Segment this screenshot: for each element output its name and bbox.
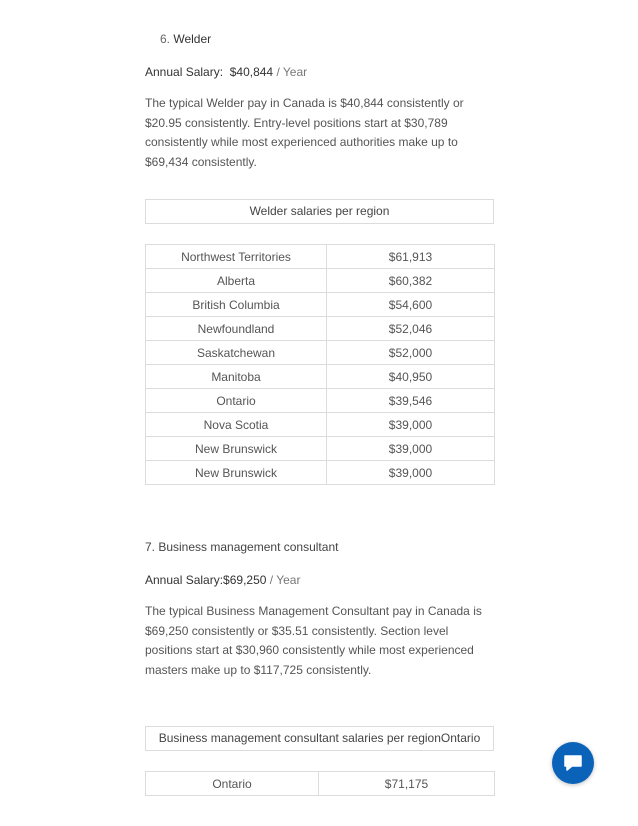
section-6-paragraph: The typical Welder pay in Canada is $40,844 consistently or $20.95 consistently. Entry-level positions start at $30,789 consistently while most experienced authorities make up to $69,434 consistently. — [145, 96, 464, 169]
section-7-paragraph: The typical Business Management Consultant pay in Canada is $69,250 consistently or $35.51 consistently. Section level positions start at $30,960 consistently while most experienced masters make up to $117,725 consistently. — [145, 604, 482, 677]
region-cell: Alberta — [146, 269, 327, 293]
table-row — [146, 245, 495, 269]
salary-cell: $54,600 — [327, 293, 495, 317]
salary-cell: $39,000 — [327, 413, 495, 437]
salary-cell: $52,000 — [327, 341, 495, 365]
section-6-number: 6. — [160, 32, 171, 46]
consultant-table-body — [146, 772, 495, 796]
region-cell: Newfoundland — [146, 317, 327, 341]
section-7-salary — [145, 572, 300, 588]
salary-cell: $40,950 — [327, 365, 495, 389]
table-row — [146, 389, 495, 413]
table-row — [146, 461, 495, 485]
table-row — [146, 341, 495, 365]
salary-unit: / Year — [276, 65, 308, 79]
salary-cell: $60,382 — [327, 269, 495, 293]
chat-button[interactable] — [552, 742, 594, 784]
salary-cell: $61,913 — [327, 245, 495, 269]
region-cell: New Brunswick — [146, 461, 327, 485]
salary-cell: $39,000 — [327, 437, 495, 461]
consultant-table-caption: Business management consultant salaries per regionOntario — [145, 726, 494, 751]
table-row — [146, 772, 495, 796]
welder-table-body — [146, 245, 495, 485]
salary-cell: $39,546 — [327, 389, 495, 413]
region-cell: Ontario — [146, 389, 327, 413]
salary-cell: $39,000 — [327, 461, 495, 485]
section-6-heading — [160, 31, 211, 47]
table-row — [146, 317, 495, 341]
welder-table-caption: Welder salaries per region — [145, 199, 494, 224]
table-row — [146, 413, 495, 437]
section-7-heading: 7. Business management consultant — [145, 540, 339, 554]
salary-label: Annual Salary: — [145, 65, 224, 79]
chat-bubble-icon — [563, 754, 583, 772]
table-row — [146, 293, 495, 317]
table-row — [146, 365, 495, 389]
region-cell: Manitoba — [146, 365, 327, 389]
region-cell: Northwest Territories — [146, 245, 327, 269]
salary-unit: / Year — [269, 573, 301, 587]
salary-label: Annual Salary: — [145, 573, 224, 587]
region-cell: British Columbia — [146, 293, 327, 317]
table-row — [146, 269, 495, 293]
table-row — [146, 437, 495, 461]
region-cell: Ontario — [146, 772, 319, 796]
consultant-salary-table — [145, 771, 495, 796]
salary-value: $69,250 — [223, 573, 267, 587]
region-cell: Nova Scotia — [146, 413, 327, 437]
section-6-salary — [145, 64, 307, 80]
welder-salary-table — [145, 244, 495, 485]
salary-cell: $52,046 — [327, 317, 495, 341]
section-6-title: Welder — [173, 32, 212, 46]
salary-cell: $71,175 — [319, 772, 495, 796]
region-cell: New Brunswick — [146, 437, 327, 461]
region-cell: Saskatchewan — [146, 341, 327, 365]
salary-value: $40,844 — [229, 65, 274, 79]
